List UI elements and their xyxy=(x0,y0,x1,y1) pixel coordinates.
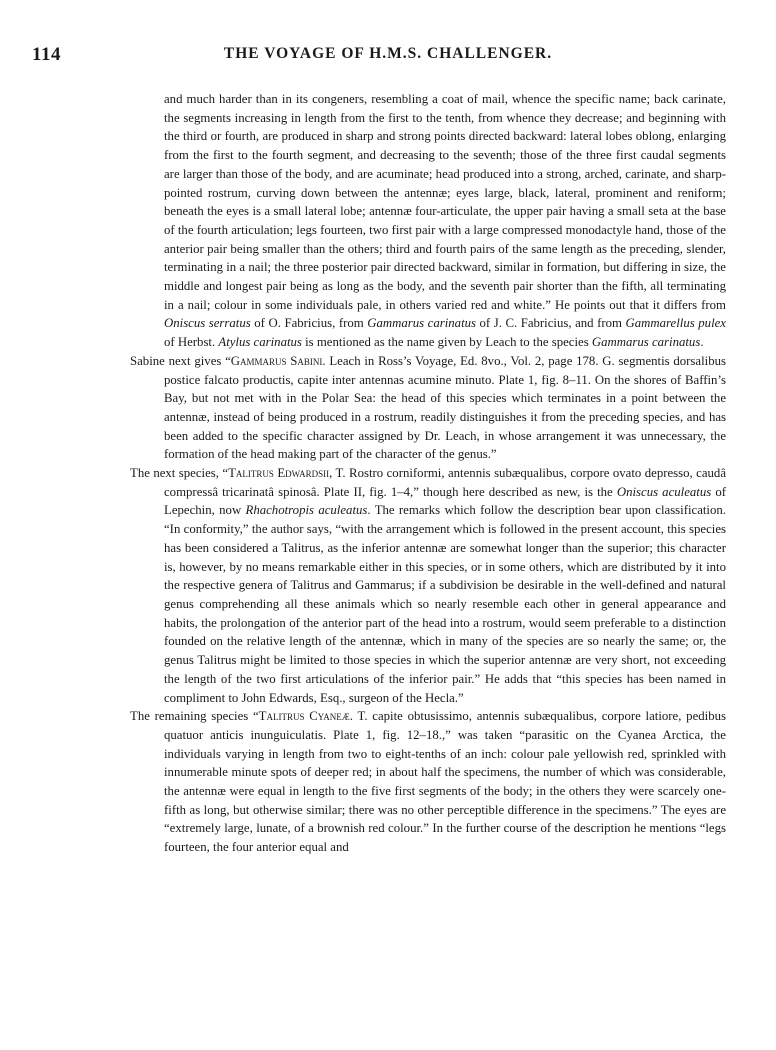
text-run: . The remarks which follow the description bear upon classification. “In conformity,” the author says, “with the arrangement which is followed in the present account, this species has been considered a Talitrus, as the inferior antennæ are somewhat longer than the superior; this character is, however, by no means remarkable either in this species, or in some others, which are distributed by it into the respective genera of Talitrus and Gammarus; if a subdivision be desirable in the well-defined and natural genus comprehending all these animals which so nearly resemble each other in general appearance and habits, the prolongation of the anterior part of the head into a rostrum, would seem preferable to a distinction founded on the relative length of the antennæ, which in many of the species are so nearly the same; or, the genus Talitrus might be limited to those species in which the superior antennæ are very short, not exceeding the length of the two first articulations of the inferior pair.” He adds that “this species has been named in compliment to John Edwards, Esq., surgeon of the Hecla.” xyxy=(164,503,726,705)
text-run: of O. Fabricius, from xyxy=(250,316,368,331)
page-number: 114 xyxy=(32,44,61,65)
text-run: of Lepechin, now xyxy=(164,484,726,518)
text-run: Sabine next gives “ xyxy=(130,353,231,368)
italic-taxon: Oniscus aculeatus xyxy=(616,484,712,499)
text-run: The next species, “ xyxy=(130,466,229,481)
small-caps-species-name: Talitrus Edwardsii xyxy=(228,466,330,481)
text-run: . T. capite obtusissimo, antennis subæqualibus, corpore latiore, pedibus quatuor anticis inunguiculatis. Plate 1, fig. 12–18.,” was taken “parasitic on the Cyanea Arctica, the individuals varying in length from two to eight-tenths of an inch: colour pale yellowish red, sprinkled with innumerable minute spots of deeper red; in about half the specimens, the number of which was considerable, the antennæ were equal in length to the five first segments of the body; in the others they were scarcely one-fifth as long, but otherwise similar; there was no other perceptible difference in the specimens.” The eyes are “extremely large, lunate, of a brownish red colour.” In the further course of the description he mentions “legs fourteen, the four anterior equal and xyxy=(164,709,726,855)
small-caps-species-name: Gammarus Sabini xyxy=(230,353,323,368)
running-title: THE VOYAGE OF H.M.S. CHALLENGER. xyxy=(223,45,553,62)
text-run: The remaining species “ xyxy=(130,709,259,724)
italic-taxon: Gammarus carinatus xyxy=(591,335,701,350)
text-run: of J. C. Fabricius, and from xyxy=(476,316,626,331)
paragraph xyxy=(130,90,726,352)
italic-taxon: Gammarellus pulex xyxy=(625,316,726,331)
text-run: . xyxy=(700,335,704,350)
body-text xyxy=(130,90,726,857)
text-run: and much harder than in its congeners, resembling a coat of mail, whence the specific name; back carinate, the segments increasing in length from the first to the tenth, from whence they decrease; and beginning with the third or fourth, are produced in sharp and strong points directed backward: lateral lobes oblong, enlarging from the first to the fourth segment, and decreasing to the seventh; those of the three first caudal segments are larger than those of the body, and are acuminate; head produced into a strong, arched, carinate, and sharp-pointed rostrum, curving down between the antennæ; eyes large, black, lateral, prominent and reniform; beneath the eyes is a small lateral lobe; antennæ four-articulate, the upper pair having a small seta at the base of the fourth articulation; legs fourteen, two first pair with a large compressed monodactyle hand, those of the anterior pair being smaller than the others; third and fourth pairs of the same length as the preceding, slender, terminating in a nail; the three posterior pair directed backward, similar in formation, but differing in size, the middle and longest pair being as long as the body, and the seventh pair shorter than the fifth, all terminating in a nail; colour in some individuals pale, in others varied red and white.” He points out that it differs from xyxy=(164,92,726,312)
italic-taxon: Oniscus serratus xyxy=(164,316,251,331)
page-header xyxy=(32,44,744,68)
paragraph xyxy=(130,464,726,707)
text-run: is mentioned as the name given by Leach to the species xyxy=(301,335,592,350)
paragraph xyxy=(130,707,726,857)
paragraph xyxy=(130,352,726,464)
text-run: of Herbst. xyxy=(164,335,219,350)
italic-taxon: Rhachotropis aculeatus xyxy=(245,503,368,518)
italic-taxon: Atylus carinatus xyxy=(218,335,302,350)
text-run: . Leach in Ross’s Voyage, Ed. 8vo., Vol. 2, page 178. G. segmentis dorsalibus postice falcato productis, capite inter antennas acumine minuto. Plate 1, fig. 8–11. On the shores of Baffin’s Bay, but not met with in the Polar Sea: the head of this species which terminates in a point between the antennæ, instead of being produced in a rostrum, readily distinguishes it from the preceding species, and has been added to the specific character assigned by Dr. Leach, in whose arrangement it was unnecessary, the formation of the head making part of the character of the genus.” xyxy=(164,353,726,462)
small-caps-species-name: Talitrus Cyaneæ xyxy=(258,709,350,724)
text-run: , T. Rostro corniformi, antennis subæqualibus, corpore ovato depresso, caudâ compressâ tricarinatâ spinosâ. Plate II, fig. 1–4,” though here described as new, is the xyxy=(164,466,726,499)
italic-taxon: Gammarus carinatus xyxy=(367,316,476,331)
